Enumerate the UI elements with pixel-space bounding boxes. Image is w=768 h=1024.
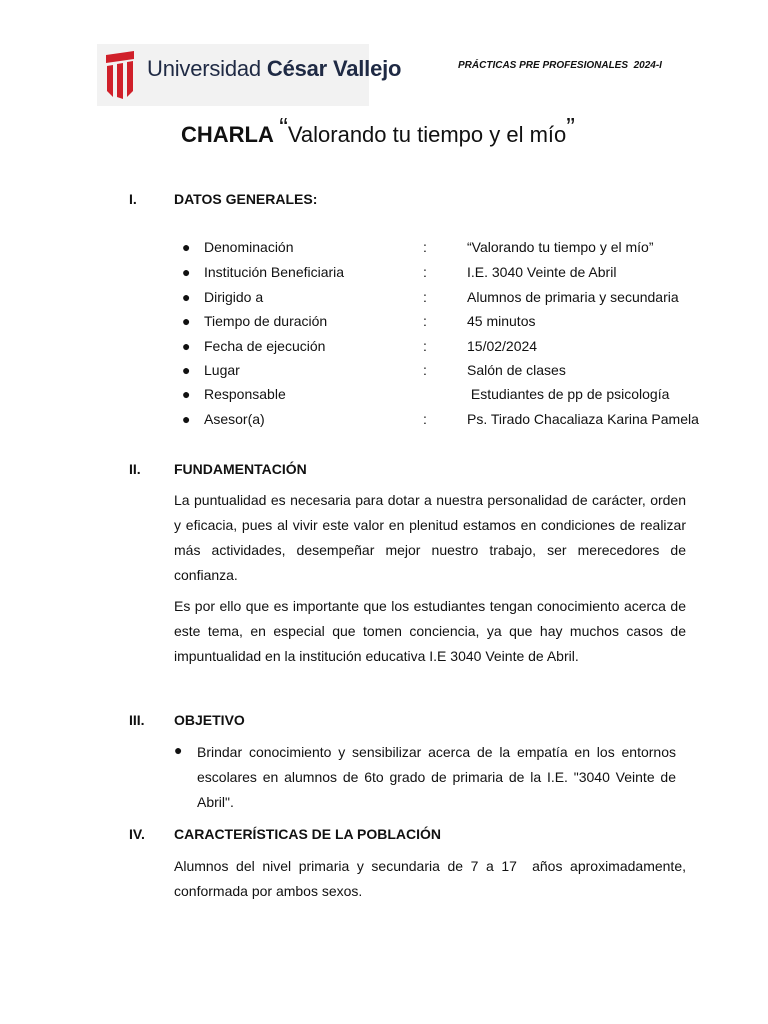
row-label: Tiempo de duración bbox=[204, 313, 328, 329]
title-close-quote: ” bbox=[566, 112, 575, 142]
university-logo bbox=[97, 44, 402, 106]
section-heading: OBJETIVO bbox=[174, 712, 245, 728]
row-value: Salón de clases bbox=[467, 362, 566, 378]
section-heading: FUNDAMENTACIÓN bbox=[174, 461, 307, 477]
row-label: Institución Beneficiaria bbox=[204, 264, 345, 280]
row-colon: : bbox=[423, 338, 427, 354]
row-value: Estudiantes de pp de psicología bbox=[467, 386, 670, 402]
bullet-icon: ● bbox=[182, 362, 191, 378]
bullet-icon: ● bbox=[182, 264, 191, 280]
poblacion-text: Alumnos del nivel primaria y secundaria de 7 a 17 años aproximadamente, conformada por ambos sexos. bbox=[174, 858, 690, 899]
row-colon: : bbox=[423, 411, 427, 427]
row-value: “Valorando tu tiempo y el mío” bbox=[467, 239, 654, 255]
bullet-icon: ● bbox=[182, 313, 191, 329]
row-value: Ps. Tirado Chacaliaza Karina Pamela bbox=[467, 411, 699, 427]
row-value: I.E. 3040 Veinte de Abril bbox=[467, 264, 617, 280]
section-heading: CARACTERÍSTICAS DE LA POBLACIÓN bbox=[174, 826, 442, 842]
fundamentacion-paragraph-1: La puntualidad es necesaria para dotar a nuestra personalidad de carácter, orden y eficacia, pues al vivir este valor en plenitud estamos en condiciones de realizar más actividades, desempeñar mejor nuestro trabajo, ser merecedores de confianza. bbox=[174, 492, 686, 583]
fundamentacion-paragraph-2: Es por ello que es importante que los estudiantes tengan conocimiento acerca de este tema, en especial que tomen conciencia, ya que hay muchos casos de impuntualidad en la institución educativa I.E 3040 Veinte de Abril. bbox=[174, 598, 686, 664]
section-number: II. bbox=[129, 461, 141, 477]
row-label: Responsable bbox=[204, 386, 286, 402]
row-colon: : bbox=[423, 264, 427, 280]
title-main: Valorando tu tiempo y el mío bbox=[287, 122, 567, 147]
section-number: IV. bbox=[129, 826, 145, 842]
row-colon: : bbox=[423, 239, 427, 255]
row-label: Fecha de ejecución bbox=[204, 338, 326, 354]
section-heading: DATOS GENERALES: bbox=[174, 191, 318, 207]
bullet-icon: ● bbox=[174, 742, 183, 758]
row-label: Dirigido a bbox=[204, 289, 264, 305]
row-value: Alumnos de primaria y secundaria bbox=[467, 289, 679, 305]
row-colon: : bbox=[423, 289, 427, 305]
row-colon: : bbox=[423, 362, 427, 378]
bullet-icon: ● bbox=[182, 338, 191, 354]
header-practices-label: PRÁCTICAS PRE PROFESIONALES 2024-I bbox=[458, 60, 662, 71]
university-name bbox=[147, 56, 401, 82]
university-name-regular: Universidad bbox=[147, 56, 267, 81]
title-prefix: CHARLA bbox=[181, 122, 280, 147]
row-label: Asesor(a) bbox=[204, 411, 265, 427]
document-title bbox=[181, 112, 575, 149]
title-open-quote: “ bbox=[279, 112, 288, 142]
bullet-icon: ● bbox=[182, 386, 191, 402]
bullet-icon: ● bbox=[182, 289, 191, 305]
row-label: Lugar bbox=[204, 362, 240, 378]
section-number: III. bbox=[129, 712, 145, 728]
objetivo-text: Brindar conocimiento y sensibilizar acerca de la empatía en los entornos escolares en alumnos de 6to grado de primaria de la I.E. "3040 Veinte de Abril". bbox=[197, 744, 676, 810]
row-colon: : bbox=[423, 313, 427, 329]
row-label: Denominación bbox=[204, 239, 294, 255]
bullet-icon: ● bbox=[182, 239, 191, 255]
bullet-icon: ● bbox=[182, 411, 191, 427]
row-value: 45 minutos bbox=[467, 313, 536, 329]
university-emblem-icon bbox=[104, 51, 136, 99]
section-number: I. bbox=[129, 191, 137, 207]
university-name-bold: César Vallejo bbox=[266, 56, 402, 81]
row-value: 15/02/2024 bbox=[467, 338, 538, 354]
